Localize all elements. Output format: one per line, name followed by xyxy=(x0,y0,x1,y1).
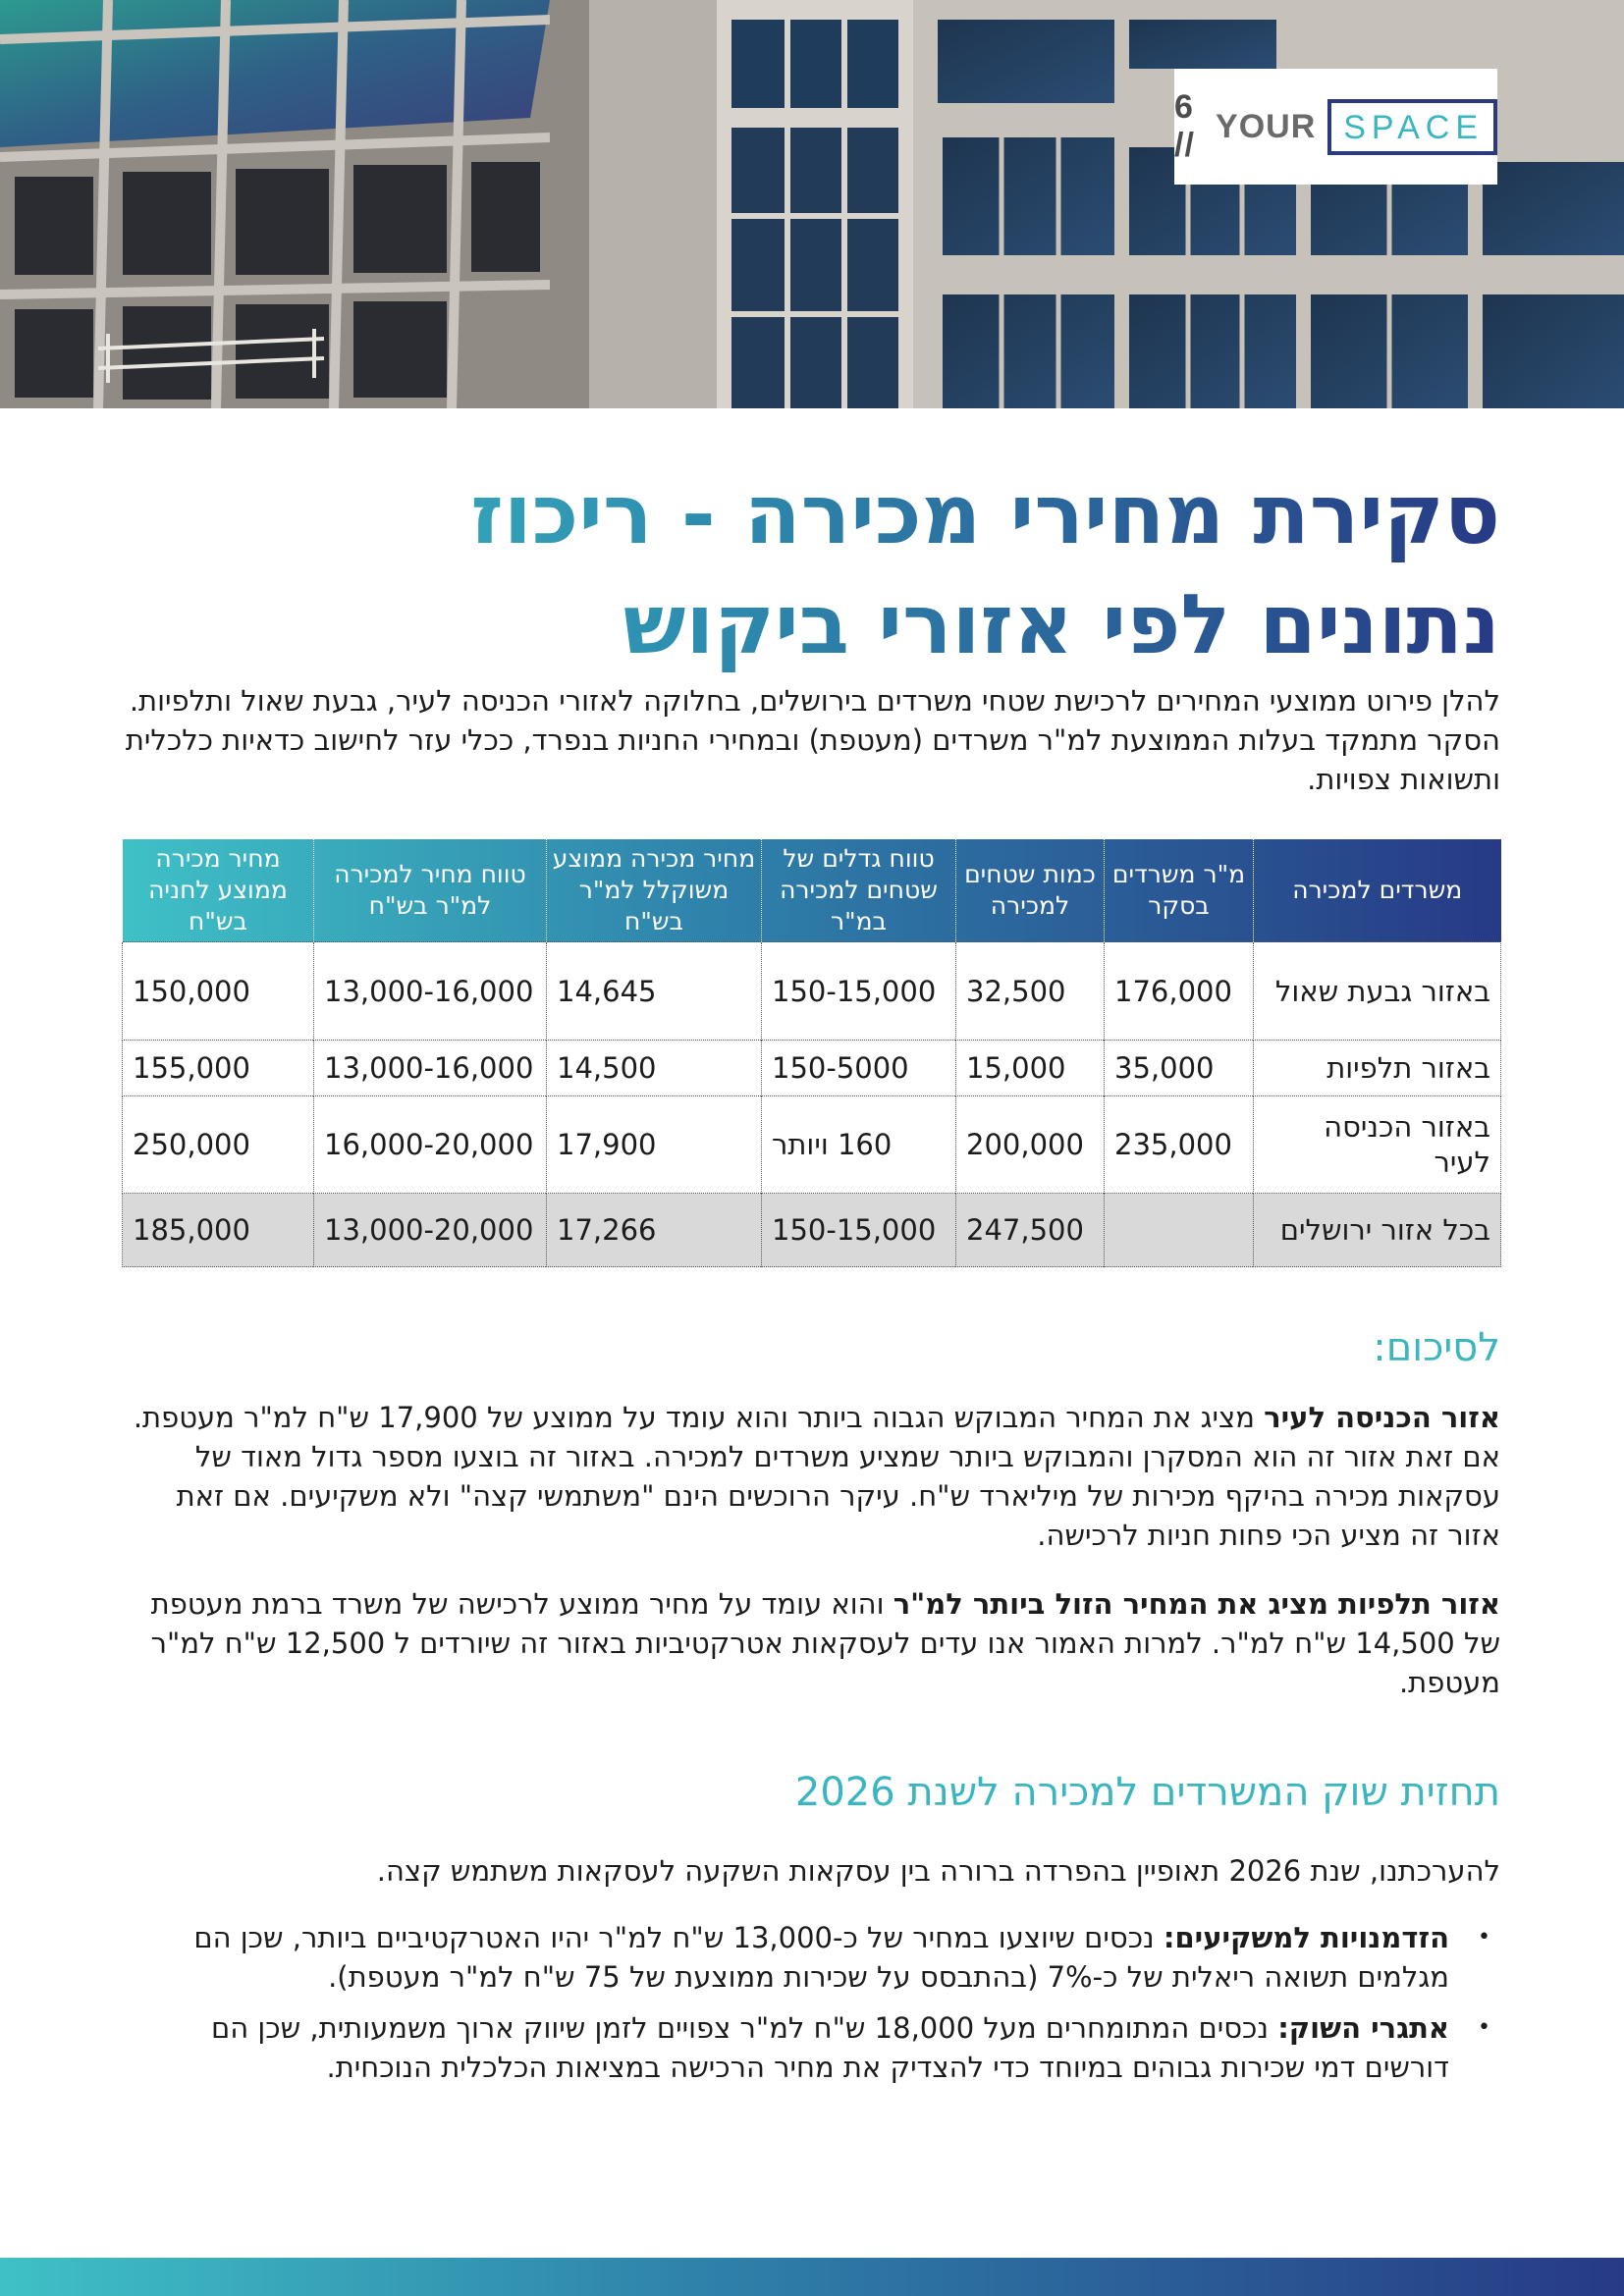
brand-logo xyxy=(1174,69,1497,185)
cell-units: 200,000 xyxy=(956,1096,1105,1194)
summary-paragraph-talpiot xyxy=(122,1584,1500,1702)
cell-size-range: 160 ויותר xyxy=(762,1096,956,1194)
summary-talpiot-text: והוא עומד על מחיר ממוצע לרכישה של משרד ברמת מעטפת של 14,500 ש"ח למ"ר. למרות האמור אנו עדים לעסקאות אטרקטיביות באזור זה שיורדים ל 12,500 ש"ח למ"ר מעטפת. xyxy=(150,1587,1500,1699)
title-line-1: סקירת מחירי מכירה - ריכוז xyxy=(470,466,1500,562)
bullet-text: נכסים המתומחרים מעל 18,000 ש"ח למ"ר צפויים לזמן שיווק ארוך משמעותית, שכן הם דורשים דמי שכירות גבוהים במיוחד כדי להצדיק את מחיר הרכישה במציאות הכלכלית הנוכחית. xyxy=(211,2011,1449,2084)
bullet-icon: • xyxy=(1478,1925,1490,1949)
page-number: 6 // xyxy=(1174,88,1195,164)
summary-talpiot-bold: אזור תלפיות מציג את המחיר הזול ביותר למ"ר xyxy=(893,1587,1500,1621)
cell-price-range: 13,000-16,000 xyxy=(314,942,547,1041)
cell-sqm: 35,000 xyxy=(1105,1041,1254,1096)
summary-heading: לסיכום: xyxy=(1373,1325,1500,1370)
table-row xyxy=(123,1041,1501,1096)
header-parking-price: מחיר מכירה ממוצע לחניה בש"ח xyxy=(123,839,314,942)
cell-parking: 150,000 xyxy=(123,942,314,1041)
cell-units: 247,500 xyxy=(956,1194,1105,1267)
summary-paragraph-entrance xyxy=(122,1398,1500,1555)
cell-avg-price: 14,645 xyxy=(547,942,762,1041)
forecast-heading: תחזית שוק המשרדים למכירה לשנת 2026 xyxy=(794,1770,1500,1815)
prices-table-wrapper xyxy=(122,839,1500,1267)
table-row xyxy=(123,1096,1501,1194)
cell-area: באזור הכניסה לעיר xyxy=(1254,1096,1501,1194)
cell-size-range: 150-5000 xyxy=(762,1041,956,1096)
cell-area: באזור תלפיות xyxy=(1254,1041,1501,1096)
table-header-row xyxy=(123,839,1501,942)
cell-size-range: 150-15,000 xyxy=(762,942,956,1041)
cell-sqm xyxy=(1105,1194,1254,1267)
list-item xyxy=(122,2008,1500,2087)
header-photo xyxy=(0,0,1624,408)
summary-entrance-bold: אזור הכניסה לעיר xyxy=(1264,1401,1500,1434)
table-total-row xyxy=(123,1194,1501,1267)
bullet-text: נכסים שיוצעו במחיר של כ-13,000 ש"ח למ"ר יהיו האטרקטיביים ביותר, שכן הם מגלמים תשואה ריאלית של כ-7% (בהתבסס על שכירות ממוצעת של 75 ש"ח למ"ר מעטפת). xyxy=(193,1921,1449,1994)
page-title xyxy=(122,459,1500,679)
cell-area: באזור גבעת שאול xyxy=(1254,942,1501,1041)
header-size-range: טווח גדלים של שטחים למכירה במ"ר xyxy=(762,839,956,942)
cell-parking: 185,000 xyxy=(123,1194,314,1267)
cell-parking: 250,000 xyxy=(123,1096,314,1194)
list-item xyxy=(122,1918,1500,1997)
forecast-intro: להערכתנו, שנת 2026 תאופיין בהפרדה ברורה בין עסקאות השקעה לעסקאות משתמש קצה. xyxy=(376,1854,1500,1888)
header-price-range: טווח מחיר למכירה למ"ר בש"ח xyxy=(314,839,547,942)
footer-gradient-bar xyxy=(0,2258,1624,2296)
header-units-count: כמות שטחים למכירה xyxy=(956,839,1105,942)
cell-parking: 155,000 xyxy=(123,1041,314,1096)
summary-entrance-text: מציג את המחיר המבוקש הגבוה ביותר והוא עומד על ממוצע של 17,900 ש"ח למ"ר מעטפת. אם זאת אזור זה הוא המסקרן והמבוקש ביותר שמציע משרדים למכירה. באזור זה בוצעו מספר גדול מאוד של עסקאות מכירה בהיקף מכירות של מיליארד ש"ח. עיקר הרוכשים הינם "משתמשי קצה" ולא משקיעים. אם זאת אזור זה מציע הכי פחות חניות לרכישה. xyxy=(133,1401,1500,1552)
cell-size-range: 150-15,000 xyxy=(762,1194,956,1267)
cell-units: 15,000 xyxy=(956,1041,1105,1096)
bullet-bold: אתגרי השוק: xyxy=(1277,2011,1449,2045)
bullet-icon: • xyxy=(1478,2015,1490,2040)
cell-price-range: 13,000-20,000 xyxy=(314,1194,547,1267)
cell-avg-price: 14,500 xyxy=(547,1041,762,1096)
cell-units: 32,500 xyxy=(956,942,1105,1041)
cell-area: בכל אזור ירושלים xyxy=(1254,1194,1501,1267)
brand-space: SPACE xyxy=(1327,99,1497,155)
forecast-bullets xyxy=(122,1918,1500,2087)
intro-paragraph: להלן פירוט ממוצעי המחירים לרכישת שטחי משרדים בירושלים, בחלוקה לאזורי הכניסה לעיר, גבעת שאול ותלפיות. הסקר מתמקד בעלות הממוצעת למ"ר משרדים (מעטפת) ובמחירי החניות בנפרד, ככלי עזר לחישוב כדאיות כלכלית ותשואות צפויות. xyxy=(125,684,1500,796)
brand-your: YOUR xyxy=(1216,107,1317,145)
header-avg-price: מחיר מכירה ממוצע משוקלל למ"ר בש"ח xyxy=(547,839,762,942)
title-line-2: נתונים לפי אזורי ביקוש xyxy=(623,576,1500,672)
building-photo xyxy=(0,0,1624,408)
cell-avg-price: 17,900 xyxy=(547,1096,762,1194)
cell-avg-price: 17,266 xyxy=(547,1194,762,1267)
header-offices: משרדים למכירה xyxy=(1254,839,1501,942)
bullet-bold: הזדמנויות למשקיעים: xyxy=(1163,1921,1449,1954)
cell-sqm: 176,000 xyxy=(1105,942,1254,1041)
header-sqm-surveyed: מ"ר משרדים בסקר xyxy=(1105,839,1254,942)
table-row xyxy=(123,942,1501,1041)
prices-table xyxy=(122,839,1501,1267)
cell-price-range: 16,000-20,000 xyxy=(314,1096,547,1194)
cell-price-range: 13,000-16,000 xyxy=(314,1041,547,1096)
cell-sqm: 235,000 xyxy=(1105,1096,1254,1194)
